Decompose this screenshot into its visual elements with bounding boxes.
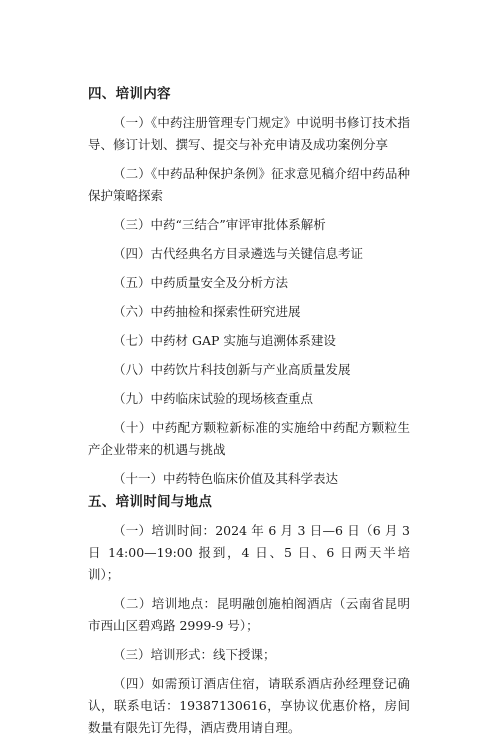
training-content-item-3: （三）中药“三结合”审评审批体系解析 (113, 217, 326, 232)
document-body (88, 84, 410, 746)
training-location: （二）培训地点：昆明融创施柏阁酒店（云南省昆明市西山区碧鸡路 2999-9 号）； (88, 596, 410, 633)
training-content-item-7: （七）中药材 GAP 实施与追溯体系建设 (113, 333, 336, 348)
training-content-item-11: （十一）中药特色临床价值及其科学表达 (113, 471, 339, 486)
training-format: （三）培训形式：线下授课； (113, 647, 276, 662)
training-content-item-4: （四）古代经典名方目录遴选与关键信息考证 (113, 246, 364, 261)
training-content-item-9: （九）中药临床试验的现场核查重点 (113, 391, 314, 406)
section-heading-time-location: 五、培训时间与地点 (88, 494, 213, 510)
training-content-item-6: （六）中药抽检和探索性研究进展 (113, 304, 301, 319)
training-content-item-5: （五）中药质量安全及分析方法 (113, 275, 289, 290)
section-heading-training-content: 四、培训内容 (88, 86, 171, 102)
training-content-item-1: （一）《中药注册管理专门规定》中说明书修订技术指导、修订计划、撰写、提交与补充申请及成功案例分享 (88, 115, 410, 152)
hotel-booking-info: （四）如需预订酒店住宿，请联系酒店孙经理登记确认，联系电话：19387130616，享协议优惠价格，房间数量有限先订先得，酒店费用请自理。 (88, 676, 410, 735)
time-location-list (88, 520, 410, 739)
training-content-item-10: （十）中药配方颗粒新标准的实施给中药配方颗粒生产企业带来的机遇与挑战 (88, 420, 410, 457)
training-content-item-2: （二）《中药品种保护条例》征求意见稿介绍中药品种保护策略探索 (88, 166, 410, 203)
training-content-item-8: （八）中药饮片科技创新与产业高质量发展 (113, 362, 351, 377)
training-content-list (88, 112, 410, 490)
training-time: （一）培训时间：2024 年 6 月 3 日—6 日（6 月 3 日 14:00—19:00 报到，4 日、5 日、6 日两天半培训）； (88, 523, 410, 582)
